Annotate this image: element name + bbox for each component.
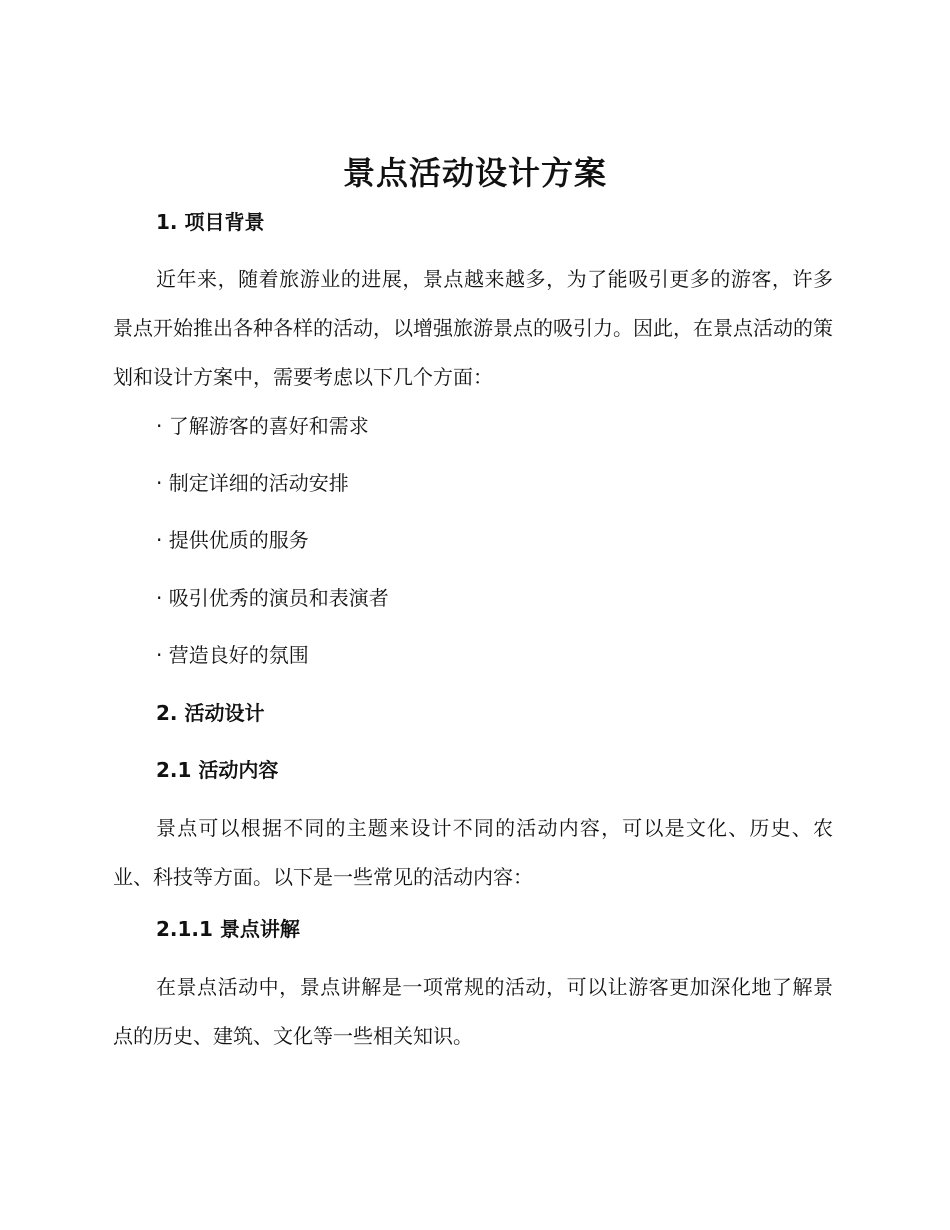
paragraph-project-background: 近年来，随着旅游业的进展，景点越来越多，为了能吸引更多的游客，许多景点开始推出各种各样的活动，以增强旅游景点的吸引力。因此，在景点活动的策划和设计方案中，需要考虑以下几个方面： (113, 267, 833, 389)
bullet-item: · 提供优质的服务 (156, 528, 309, 552)
section-heading-project-background: 1. 项目背景 (156, 210, 265, 234)
section-heading-activity-design: 2. 活动设计 (156, 701, 265, 725)
document-title: 景点活动设计方案 (342, 154, 607, 192)
bullet-item: · 了解游客的喜好和需求 (156, 414, 369, 438)
bullet-item: · 营造良好的氛围 (156, 643, 309, 667)
bullet-item: · 制定详细的活动安排 (156, 471, 349, 495)
paragraph-site-explanation: 在景点活动中，景点讲解是一项常规的活动，可以让游客更加深化地了解景点的历史、建筑、文化等一些相关知识。 (113, 975, 833, 1048)
paragraph-activity-content: 景点可以根据不同的主题来设计不同的活动内容，可以是文化、历史、农业、科技等方面。以下是一些常见的活动内容： (113, 816, 833, 889)
subsection-heading-site-explanation: 2.1.1 景点讲解 (156, 917, 300, 941)
subsection-heading-activity-content: 2.1 活动内容 (156, 758, 279, 782)
bullet-item: · 吸引优秀的演员和表演者 (156, 586, 389, 610)
